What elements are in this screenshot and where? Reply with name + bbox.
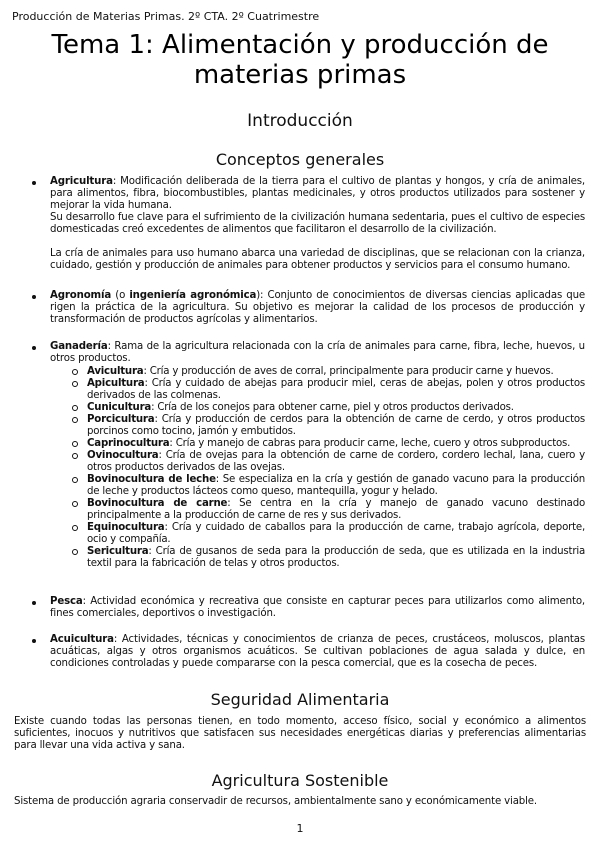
subitem-text: : Cría de los conejos para obtener carne, piel y otros productos derivados. [151,402,514,413]
circle-bullet-icon [72,381,78,387]
circle-bullet-icon [72,405,78,411]
section-heading-seguridad-alimentaria: Seguridad Alimentaria [210,690,390,709]
ganaderia-sublist [87,366,585,570]
subitem-caprinocultura [87,438,585,450]
subitem-equinocultura [87,522,585,546]
circle-bullet-icon [72,501,78,507]
bullet-icon [32,601,36,605]
seguridad-alimentaria-text: Existe cuando todas las personas tienen, en todo momento, acceso físico, social y económico a alimentos suficientes, inocuos y nutritivos que satisfacen sus necesidades energéticas diarias y preferencias alimentarias para llevar una vida activa y sana. [14,716,586,751]
circle-bullet-icon [72,441,78,447]
subitem-term: Bovinocultura de carne [87,498,228,509]
bullet-ganaderia [50,341,585,365]
circle-bullet-icon [72,417,78,423]
subitem-text: : Cría de gusanos de seda para la producción de seda, que es utilizada en la industria textil para la fabricación de telas y otros productos. [87,546,585,569]
bullet-icon [32,181,36,185]
subitem-text: : Cría y manejo de cabras para producir carne, leche, cuero y otros subproductos. [169,438,571,449]
term-ganaderia: Ganadería [50,341,108,352]
subitem-cunicultura [87,402,585,414]
subitem-text: : Se centra en la cría y manejo de ganado vacuno destinado principalmente a la producción de carne de res y sus derivados. [87,498,585,521]
agricultura-paragraph-2: Su desarrollo fue clave para el sufrimiento de la civilización humana sedentaria, pues el cultivo de especies domesticadas creó excedentes de alimentos que facilitaron el desarrollo de la civilización. [50,212,585,235]
term-agricultura: Agricultura [50,176,113,187]
subitem-term: Sericultura [87,546,149,557]
acuicultura-text: : Actividades, técnicas y conocimientos de crianza de peces, crustáceos, moluscos, plantas acuáticas, algas y otros organismos acuáticos. Se cultivan poblaciones de agua salada y dulce, en condiciones controladas y puede compararse con la pesca comercial, que es la cosecha de peces. [50,634,585,669]
subitem-term: Cunicultura [87,402,152,413]
subitem-avicultura [87,366,585,378]
bullet-icon [32,346,36,350]
section-heading-conceptos-generales: Conceptos generales [215,150,385,169]
agricultura-text: : Modificación deliberada de la tierra para el cultivo de plantas y hongos, y cría de animales, para alimentos, fibra, biocombustibles, plantas medicinales, y otros productos utilizados para sostener y mejorar la vida humana. [50,176,585,211]
bullet-acuicultura [50,634,585,670]
bullet-pesca [50,596,585,620]
circle-bullet-icon [72,477,78,483]
agronomia-connector: (o [111,290,130,301]
section-heading-agricultura-sostenible: Agricultura Sostenible [211,771,389,790]
circle-bullet-icon [72,525,78,531]
subitem-bovinocultura-carne [87,498,585,522]
bullet-agricultura [50,176,585,272]
subitem-bovinocultura-leche [87,474,585,498]
circle-bullet-icon [72,369,78,375]
agricultura-sostenible-text: Sistema de producción agraria conservadir de recursos, ambientalmente sano y económicamente viable. [14,796,538,807]
subitem-apicultura [87,378,585,402]
subitem-ovinocultura [87,450,585,474]
subitem-term: Bovinocultura de leche [87,474,216,485]
circle-bullet-icon [72,453,78,459]
subitem-text: : Cría y producción de aves de corral, principalmente para producir carne y huevos. [143,366,554,377]
subitem-text: : Cría y producción de cerdos para la obtención de carne de cerdo, y otros productos porcinos como tocino, jamón y embutidos. [87,414,585,437]
term-ingenieria-agronomica: ingeniería agronómica [129,290,257,301]
document-title: Tema 1: Alimentación y producción de materias primas [51,30,549,90]
subitem-sericultura [87,546,585,570]
subitem-term: Caprinocultura [87,438,170,449]
circle-bullet-icon [72,549,78,555]
pesca-text: : Actividad económica y recreativa que consiste en capturar peces para utilizarlos como alimento, fines comerciales, deportivos o investigación. [50,596,585,619]
subitem-term: Ovinocultura [87,450,159,461]
page-header: Producción de Materias Primas. 2º CTA. 2º Cuatrimestre [12,10,320,23]
term-pesca: Pesca [50,596,83,607]
subitem-porcicultura [87,414,585,438]
subitem-term: Apicultura [87,378,145,389]
bullet-icon [32,295,36,299]
subitem-term: Porcicultura [87,414,155,425]
bullet-icon [32,639,36,643]
subitem-text: : Cría de ovejas para la obtención de carne de cordero, cordero lechal, lana, cuero y otros productos derivados de las ovejas. [87,450,585,473]
agronomia-text: ): Conjunto de conocimientos de diversas ciencias aplicadas que rigen la práctica de la agricultura. Su objetivo es mejorar la calidad de los procesos de producción y transformación de productos agrícolas y alimentarios. [50,290,585,325]
term-acuicultura: Acuicultura [50,634,114,645]
page-number: 1 [296,822,304,835]
subitem-text: : Cría y cuidado de caballos para la producción de carne, trabajo agrícola, deporte, ocio y compañía. [87,522,585,545]
subitem-text: : Cría y cuidado de abejas para producir miel, ceras de abejas, polen y otros productos derivados de las colmenas. [87,378,585,401]
subitem-text: : Se especializa en la cría y gestión de ganado vacuno para la producción de leche y productos lácteos como queso, mantequilla, yogur y helado. [87,474,585,497]
term-agronomia: Agronomía [50,290,112,301]
section-heading-introduccion: Introducción [247,111,353,131]
agricultura-paragraph-3: La cría de animales para uso humano abarca una variedad de disciplinas, que se relacionan con la crianza, cuidado, gestión y producción de animales para obtener productos y servicios para el consumo humano. [50,248,585,271]
bullet-agronomia [50,290,585,326]
subitem-term: Avicultura [87,366,144,377]
subitem-term: Equinocultura [87,522,165,533]
ganaderia-text: : Rama de la agricultura relacionada con la cría de animales para carne, fibra, leche, huevos, u otros productos. [50,341,585,364]
